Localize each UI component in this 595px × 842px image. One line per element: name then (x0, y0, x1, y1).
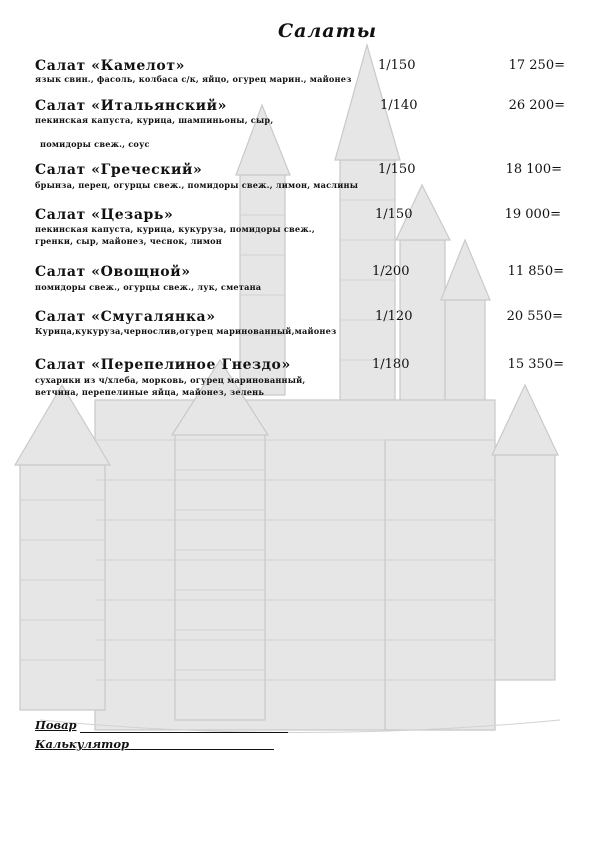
item-portion: 1/200 (372, 264, 410, 279)
item-description: пекинская капуста, курица, кукуруза, помидоры свеж., (35, 224, 315, 234)
item-description: пекинская капуста, курица, шампиньоны, сыр, (35, 115, 274, 125)
item-description: ветчина, перепелиные яйца, майонез, зелень (35, 387, 265, 397)
item-portion: 1/120 (375, 309, 413, 324)
item-portion: 1/150 (378, 58, 416, 73)
item-description: язык свин., фасоль, колбаса с/к, яйцо, огурец марин., майонез (35, 74, 352, 84)
signature-calculator-label: Калькулятор (35, 737, 130, 751)
item-description: гренки, сыр, майонез, чеснок, лимон (35, 236, 222, 246)
item-name: Салат «Греческий» (35, 162, 203, 178)
item-description: помидоры свеж., огурцы свеж., лук, сметана (35, 282, 262, 292)
item-name: Салат «Перепелиное Гнездо» (35, 357, 291, 373)
item-description: брынза, перец, огурцы свеж., помидоры свеж., лимон, маслины (35, 180, 359, 190)
page-title: Салаты (277, 20, 378, 42)
item-portion: 1/180 (372, 357, 410, 372)
item-price: 17 250= (508, 58, 565, 73)
item-price: 20 550= (506, 309, 563, 324)
item-portion: 1/150 (378, 162, 416, 177)
signature-calculator-line (128, 749, 274, 750)
item-price: 26 200= (508, 98, 565, 113)
signature-cook-line (80, 732, 288, 733)
item-name: Салат «Итальянский» (35, 98, 227, 114)
item-name: Салат «Овощной» (35, 264, 191, 280)
item-price: 19 000= (504, 207, 561, 222)
item-name: Салат «Смугалянка» (35, 309, 216, 325)
item-price: 15 350= (507, 357, 564, 372)
item-price: 18 100= (505, 162, 562, 177)
item-name: Салат «Камелот» (35, 58, 185, 74)
item-description: сухарики из ч/хлеба, морковь, огурец маринованный, (35, 375, 306, 385)
item-description: Курица,кукуруза,чернослив,огурец маринованный,майонез (35, 326, 337, 336)
item-portion: 1/150 (375, 207, 413, 222)
item-price: 11 850= (507, 264, 564, 279)
item-name: Салат «Цезарь» (35, 207, 174, 223)
item-description: помидоры свеж., соус (40, 139, 150, 149)
signature-cook-label: Повар (35, 718, 77, 732)
item-portion: 1/140 (380, 98, 418, 113)
